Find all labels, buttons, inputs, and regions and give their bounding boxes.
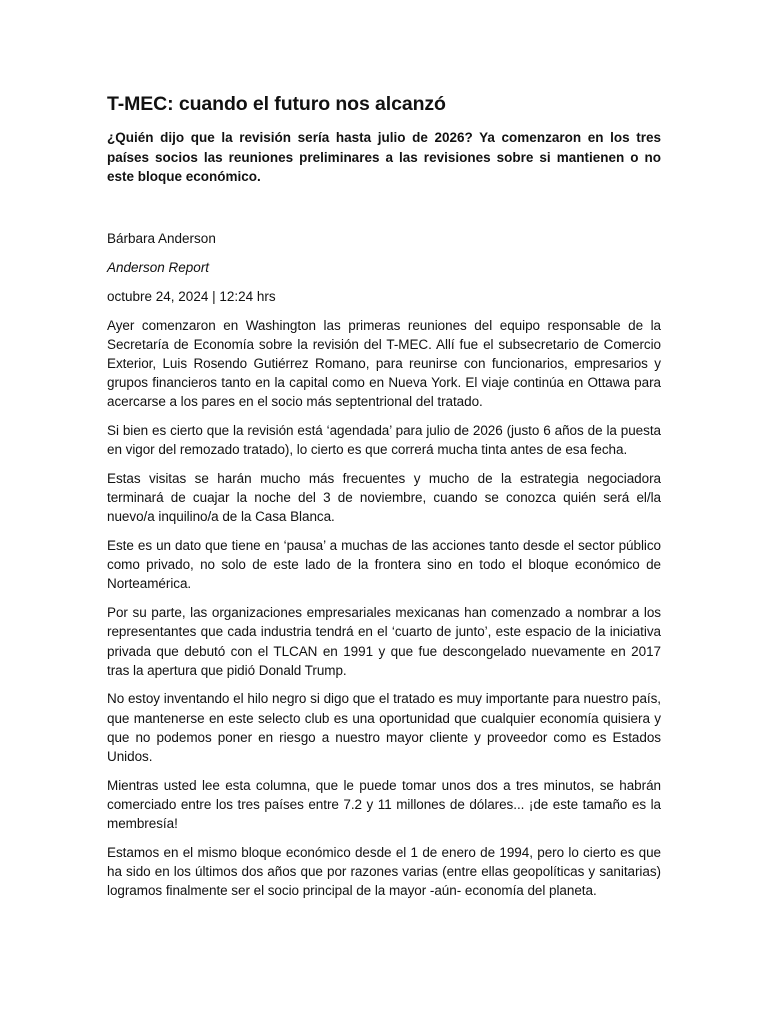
- article: [107, 92, 661, 910]
- body-paragraph-5: Por su parte, las organizaciones empresariales mexicanas han comenzado a nombrar a los representantes que cada industria tendrá en el ‘cuarto de junto’, este espacio de la iniciativa privada que debutó con el TLCAN en 1991 y que fue descongelado nuevamente en 2017 tras la apertura que pidió Donald Trump.: [107, 605, 661, 678]
- column-name: Anderson Report: [107, 259, 210, 275]
- author-name: Bárbara Anderson: [107, 230, 216, 246]
- article-lede: ¿Quién dijo que la revisión sería hasta julio de 2026? Ya comenzaron en los tres países socios las reuniones preliminares a las revisiones sobre si mantienen o no este bloque económico.: [107, 130, 661, 184]
- body-paragraph-4: Este es un dato que tiene en ‘pausa’ a muchas de las acciones tanto desde el sector público como privado, no solo de este lado de la frontera sino en todo el bloque económico de Norteamérica.: [107, 538, 661, 592]
- body-paragraph-6: No estoy inventando el hilo negro si digo que el tratado es muy importante para nuestro país, que mantenerse en este selecto club es una oportunidad que cualquier economía quisiera y que no podemos poner en riesgo a nuestro mayor cliente y proveedor como es Estados Unidos.: [107, 691, 661, 765]
- body-paragraph-8: Estamos en el mismo bloque económico desde el 1 de enero de 1994, pero lo cierto es que ha sido en los últimos dos años que por razones varias (entre ellas geopolíticas y sanitarias) logramos finalmente ser el socio principal de la mayor -aún- economía del planeta.: [107, 844, 661, 899]
- body-paragraph-1: Ayer comenzaron en Washington las primeras reuniones del equipo responsable de la Secretaría de Economía sobre la revisión del T-MEC. Allí fue el subsecretario de Comercio Exterior, Luis Rosendo Gutiérrez Romano, para reunirse con funcionarios, empresarios y grupos financieros tanto en la capital como en Nueva York. El viaje continúa en Ottawa para acercarse a los pares en el socio más septentrional del tratado.: [107, 317, 661, 410]
- body-paragraph-2: Si bien es cierto que la revisión está ‘agendada’ para julio de 2026 (justo 6 años de la puesta en vigor del remozado tratado), lo cierto es que correrá mucha tinta antes de esa fecha.: [107, 423, 661, 458]
- body-paragraph-3: Estas visitas se harán mucho más frecuentes y mucho de la estrategia negociadora terminará de cuajar la noche del 3 de noviembre, cuando se conozca quién será el/la nuevo/a inquilino/a de la Casa Blanca.: [107, 470, 661, 525]
- body-paragraph-7: Mientras usted lee esta columna, que le puede tomar unos dos a tres minutos, se habrán comerciado entre los tres países entre 7.2 y 11 millones de dólares... ¡de este tamaño es la membresía!: [107, 777, 661, 832]
- publish-date: octubre 24, 2024 | 12:24 hrs: [107, 288, 276, 304]
- article-title: T-MEC: cuando el futuro nos alcanzó: [107, 93, 446, 115]
